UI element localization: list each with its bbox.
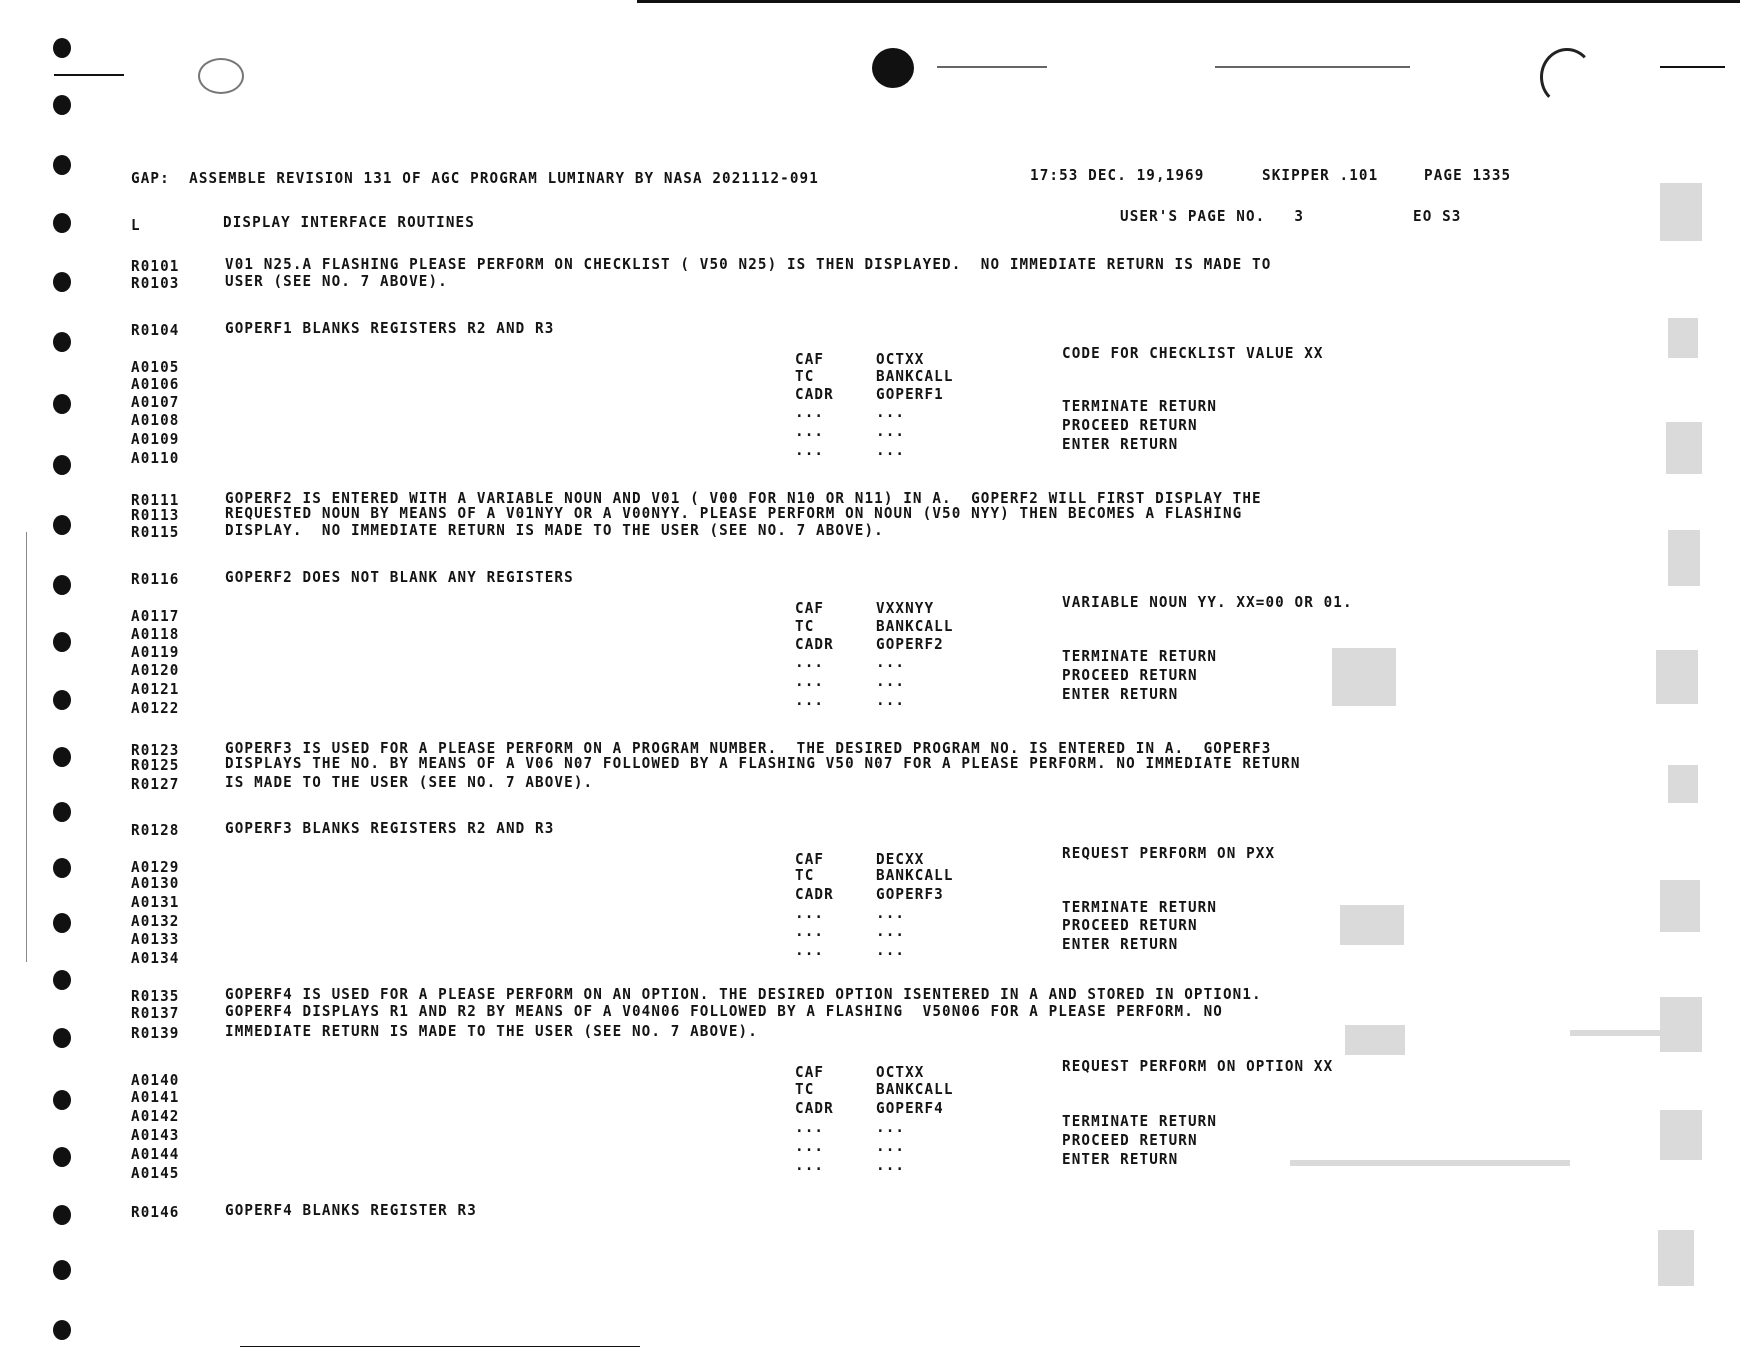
binding-hole — [53, 1260, 71, 1280]
opcode: ... — [795, 672, 825, 690]
operand: ... — [876, 922, 906, 940]
instruction-line-number: A0141 — [131, 1088, 180, 1106]
opcode: CAF — [795, 850, 825, 868]
scan-smudge — [1660, 1110, 1702, 1160]
remark-text: GOPERF4 IS USED FOR A PLEASE PERFORM ON AN OPTION. THE DESIRED OPTION ISENTERED IN A AND STORED IN OPTION1. — [225, 985, 1262, 1003]
remark-text: GOPERF2 DOES NOT BLANK ANY REGISTERS — [225, 568, 574, 586]
instruction-line-number: A0129 — [131, 858, 180, 876]
remark-line-number: R0123 — [131, 741, 180, 759]
instruction-comment: VARIABLE NOUN YY. XX=00 OR 01. — [1062, 593, 1353, 611]
opcode: ... — [795, 422, 825, 440]
instruction-comment: TERMINATE RETURN — [1062, 1112, 1218, 1130]
instruction-comment: PROCEED RETURN — [1062, 916, 1198, 934]
scan-smudge — [1570, 1030, 1660, 1036]
instruction-line-number: A0132 — [131, 912, 180, 930]
instruction-comment: TERMINATE RETURN — [1062, 397, 1218, 415]
top-right-dash — [1215, 66, 1410, 68]
instruction-line-number: A0134 — [131, 949, 180, 967]
remark-text: USER (SEE NO. 7 ABOVE). — [225, 272, 448, 290]
operand: ... — [876, 1137, 906, 1155]
operand: OCTXX — [876, 350, 925, 368]
binding-hole — [53, 1205, 71, 1225]
instruction-comment: CODE FOR CHECKLIST VALUE XX — [1062, 344, 1324, 362]
instruction-comment: ENTER RETURN — [1062, 685, 1179, 703]
remark-line-number: R0104 — [131, 321, 180, 339]
scan-smudge — [1332, 648, 1396, 706]
opcode: TC — [795, 617, 815, 635]
remark-text: DISPLAY. NO IMMEDIATE RETURN IS MADE TO THE USER (SEE NO. 7 ABOVE). — [225, 521, 884, 539]
remark-line-number: R0113 — [131, 506, 180, 524]
opcode: ... — [795, 441, 825, 459]
binding-hole — [53, 690, 71, 710]
binding-hole — [53, 38, 71, 58]
remark-text: DISPLAYS THE NO. BY MEANS OF A V06 N07 FOLLOWED BY A FLASHING V50 N07 FOR A PLEASE PERFORM. NO IMMEDIATE RETURN — [225, 754, 1301, 772]
remark-text: REQUESTED NOUN BY MEANS OF A V01NYY OR A V00NYY. PLEASE PERFORM ON NOUN (V50 NYY) THEN BECOMES A FLASHING — [225, 504, 1243, 522]
scan-smudge — [1668, 318, 1698, 358]
eo-label: EO S3 — [1413, 207, 1462, 225]
opcode: ... — [795, 403, 825, 421]
scan-smudge — [1658, 1230, 1694, 1286]
remark-line-number: R0127 — [131, 775, 180, 793]
scan-smudge — [1666, 422, 1702, 474]
opcode: ... — [795, 941, 825, 959]
instruction-line-number: A0133 — [131, 930, 180, 948]
instruction-line-number: A0143 — [131, 1126, 180, 1144]
scan-smudge — [1340, 905, 1404, 945]
instruction-line-number: A0130 — [131, 874, 180, 892]
instruction-line-number: A0118 — [131, 625, 180, 643]
binding-hole — [53, 332, 71, 352]
page-header-timestamp: 17:53 DEC. 19,1969 — [1030, 166, 1205, 184]
scan-smudge — [1660, 183, 1702, 241]
binding-hole — [53, 272, 71, 292]
scan-smudge — [1345, 1025, 1405, 1055]
operand: ... — [876, 941, 906, 959]
scan-smudge — [1660, 997, 1702, 1052]
opcode: TC — [795, 367, 815, 385]
instruction-line-number: A0142 — [131, 1107, 180, 1125]
left-round-mark — [198, 58, 244, 94]
instruction-line-number: A0121 — [131, 680, 180, 698]
right-round-mark — [1540, 48, 1594, 106]
instruction-line-number: A0106 — [131, 375, 180, 393]
remark-line-number: R0135 — [131, 987, 180, 1005]
left-margin-line — [26, 532, 27, 962]
remark-line-number: R0139 — [131, 1024, 180, 1042]
page-header-skipper: SKIPPER .101 — [1262, 166, 1379, 184]
instruction-comment: ENTER RETURN — [1062, 1150, 1179, 1168]
top-left-dash — [54, 74, 124, 76]
binding-hole — [53, 455, 71, 475]
instruction-line-number: A0122 — [131, 699, 180, 717]
instruction-comment: PROCEED RETURN — [1062, 416, 1198, 434]
instruction-comment: PROCEED RETURN — [1062, 666, 1198, 684]
remark-line-number: R0146 — [131, 1203, 180, 1221]
opcode: CAF — [795, 1063, 825, 1081]
remark-text: IMMEDIATE RETURN IS MADE TO THE USER (SEE NO. 7 ABOVE). — [225, 1022, 758, 1040]
operand: DECXX — [876, 850, 925, 868]
instruction-line-number: A0131 — [131, 893, 180, 911]
operand: VXXNYY — [876, 599, 935, 617]
opcode: CADR — [795, 1099, 834, 1117]
binding-hole — [53, 95, 71, 115]
operand: ... — [876, 653, 906, 671]
operand: BANKCALL — [876, 617, 954, 635]
opcode: CADR — [795, 385, 834, 403]
scan-smudge — [1656, 650, 1698, 704]
opcode: ... — [795, 653, 825, 671]
users-page-number: USER'S PAGE NO. 3 — [1120, 207, 1305, 225]
remark-line-number: R0128 — [131, 821, 180, 839]
opcode: CAF — [795, 350, 825, 368]
binding-hole — [53, 858, 71, 878]
opcode: ... — [795, 1156, 825, 1174]
top-center-dash — [937, 66, 1047, 68]
operand: GOPERF1 — [876, 385, 944, 403]
top-punch-hole — [872, 48, 914, 88]
instruction-comment: ENTER RETURN — [1062, 435, 1179, 453]
binding-hole — [53, 213, 71, 233]
binding-hole — [53, 747, 71, 767]
top-rule — [637, 0, 1740, 3]
binding-hole — [53, 394, 71, 414]
opcode: ... — [795, 904, 825, 922]
binding-hole — [53, 970, 71, 990]
instruction-line-number: A0105 — [131, 358, 180, 376]
scan-smudge — [1290, 1160, 1570, 1166]
operand: ... — [876, 904, 906, 922]
instruction-line-number: A0109 — [131, 430, 180, 448]
instruction-line-number: A0110 — [131, 449, 180, 467]
opcode: TC — [795, 866, 815, 884]
instruction-comment: REQUEST PERFORM ON PXX — [1062, 844, 1276, 862]
opcode: ... — [795, 1118, 825, 1136]
instruction-line-number: A0117 — [131, 607, 180, 625]
instruction-line-number: A0145 — [131, 1164, 180, 1182]
remark-line-number: R0115 — [131, 523, 180, 541]
remark-line-number: R0125 — [131, 756, 180, 774]
remark-text: GOPERF4 DISPLAYS R1 AND R2 BY MEANS OF A V04N06 FOLLOWED BY A FLASHING V50N06 FOR A PLEASE PERFORM. NO — [225, 1002, 1223, 1020]
scan-smudge — [1668, 530, 1700, 586]
instruction-comment: REQUEST PERFORM ON OPTION XX — [1062, 1057, 1334, 1075]
binding-hole — [53, 1090, 71, 1110]
instruction-line-number: A0107 — [131, 393, 180, 411]
page-header-title: GAP: ASSEMBLE REVISION 131 OF AGC PROGRAM LUMINARY BY NASA 2021112-091 — [131, 169, 819, 187]
instruction-line-number: A0119 — [131, 643, 180, 661]
operand: ... — [876, 1156, 906, 1174]
opcode: ... — [795, 1137, 825, 1155]
binding-hole — [53, 1320, 71, 1340]
operand: BANKCALL — [876, 1080, 954, 1098]
section-code: L — [131, 216, 141, 234]
remark-line-number: R0101 — [131, 257, 180, 275]
remark-line-number: R0111 — [131, 491, 180, 509]
instruction-line-number: A0108 — [131, 411, 180, 429]
operand: ... — [876, 672, 906, 690]
instruction-comment: TERMINATE RETURN — [1062, 647, 1218, 665]
operand: ... — [876, 403, 906, 421]
binding-hole — [53, 1028, 71, 1048]
binding-hole — [53, 575, 71, 595]
page-header-page-number: PAGE 1335 — [1424, 166, 1512, 184]
opcode: TC — [795, 1080, 815, 1098]
remark-text: GOPERF3 IS USED FOR A PLEASE PERFORM ON A PROGRAM NUMBER. THE DESIRED PROGRAM NO. IS ENTERED IN A. GOPERF3 — [225, 739, 1272, 757]
remark-line-number: R0103 — [131, 274, 180, 292]
opcode: CAF — [795, 599, 825, 617]
instruction-line-number: A0144 — [131, 1145, 180, 1163]
opcode: ... — [795, 691, 825, 709]
opcode: CADR — [795, 635, 834, 653]
instruction-line-number: A0120 — [131, 661, 180, 679]
binding-hole — [53, 802, 71, 822]
scan-smudge — [1668, 765, 1698, 803]
operand: BANKCALL — [876, 866, 954, 884]
binding-hole — [53, 632, 71, 652]
operand: ... — [876, 441, 906, 459]
remark-text: GOPERF1 BLANKS REGISTERS R2 AND R3 — [225, 319, 555, 337]
operand: GOPERF3 — [876, 885, 944, 903]
instruction-comment: TERMINATE RETURN — [1062, 898, 1218, 916]
remark-line-number: R0137 — [131, 1004, 180, 1022]
operand: ... — [876, 422, 906, 440]
remark-line-number: R0116 — [131, 570, 180, 588]
instruction-line-number: A0140 — [131, 1071, 180, 1089]
binding-hole — [53, 1147, 71, 1167]
remark-text: IS MADE TO THE USER (SEE NO. 7 ABOVE). — [225, 773, 594, 791]
top-far-right-dash — [1660, 66, 1725, 68]
binding-hole — [53, 155, 71, 175]
operand: GOPERF2 — [876, 635, 944, 653]
operand: GOPERF4 — [876, 1099, 944, 1117]
remark-text: GOPERF2 IS ENTERED WITH A VARIABLE NOUN AND V01 ( V00 FOR N10 OR N11) IN A. GOPERF2 WILL FIRST DISPLAY THE — [225, 489, 1262, 507]
opcode: ... — [795, 922, 825, 940]
operand: OCTXX — [876, 1063, 925, 1081]
opcode: CADR — [795, 885, 834, 903]
operand: ... — [876, 691, 906, 709]
remark-text: V01 N25.A FLASHING PLEASE PERFORM ON CHECKLIST ( V50 N25) IS THEN DISPLAYED. NO IMMEDIATE RETURN IS MADE TO — [225, 255, 1272, 273]
instruction-comment: PROCEED RETURN — [1062, 1131, 1198, 1149]
scan-smudge — [1660, 880, 1700, 932]
binding-hole — [53, 913, 71, 933]
remark-text: GOPERF4 BLANKS REGISTER R3 — [225, 1201, 477, 1219]
section-title: DISPLAY INTERFACE ROUTINES — [223, 213, 475, 231]
operand: BANKCALL — [876, 367, 954, 385]
remark-text: GOPERF3 BLANKS REGISTERS R2 AND R3 — [225, 819, 555, 837]
instruction-comment: ENTER RETURN — [1062, 935, 1179, 953]
operand: ... — [876, 1118, 906, 1136]
binding-hole — [53, 515, 71, 535]
